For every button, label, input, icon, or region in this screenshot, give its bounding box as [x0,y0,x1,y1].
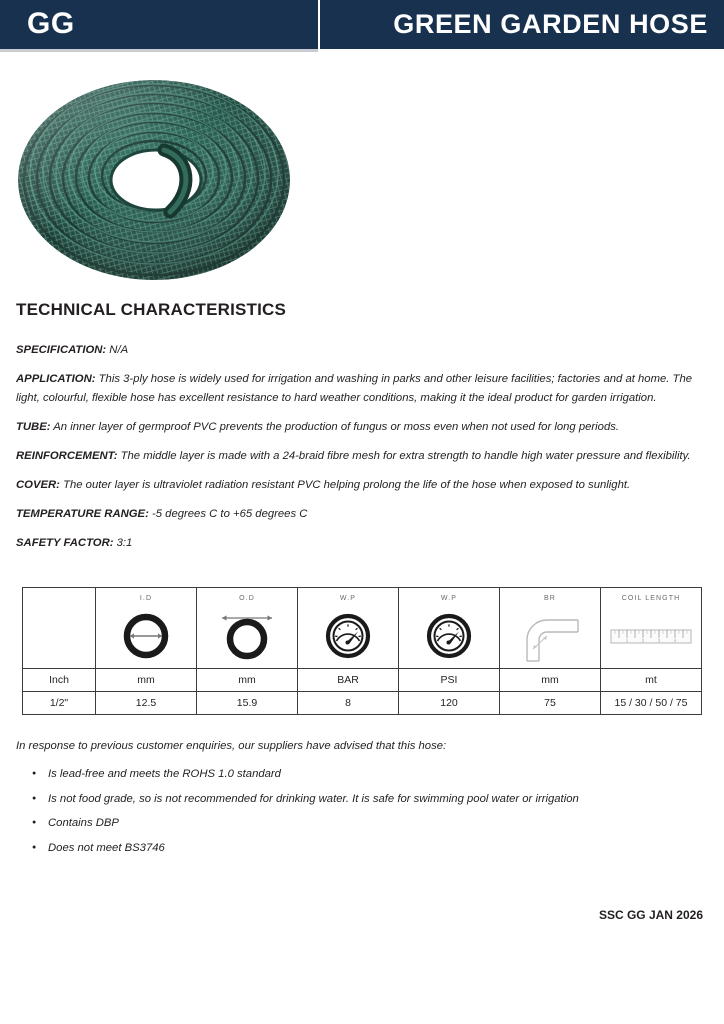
list-item: ● Contains DBP [30,811,690,836]
table-icon-row [23,588,702,669]
table-value-cell: 1/2" [23,692,96,715]
coiled-hose-illustration [14,62,294,284]
table-cell-working-pressure-bar [298,588,399,669]
table-unit-cell: Inch [23,669,96,692]
technical-specs-block [16,341,708,563]
header-underline [0,49,318,52]
document-reference: SSC GG JAN 2026 [598,908,703,922]
table-value-cell: 15.9 [197,692,298,715]
spec-paragraph [16,476,708,495]
spec-label: COVER: [16,478,60,491]
spec-text: N/A [106,344,129,356]
brand-logo: GG [27,7,75,40]
spec-text: The outer layer is ultraviolet radiation resistant PVC helping prolong the life of the hose when exposed to sunlight. [59,478,631,491]
table-unit-cell: mm [500,669,601,692]
table-value-cell: 8 [298,692,399,715]
bend-radius-icon [514,609,586,663]
svg-text:3: 3 [657,638,661,643]
spec-label: SPECIFICATION: [16,344,107,356]
spec-text: -5 degrees C to +65 degrees C [148,508,308,521]
table-cell-bend-radius [500,588,601,669]
table-cell-outer-diameter [197,588,298,669]
notes-intro: In response to previous customer enquiries, our suppliers have advised that this hose: [16,740,447,752]
icon-caption: W.P [339,595,357,602]
page-title: GREEN GARDEN HOSE [393,9,708,39]
specification-table [22,587,702,715]
list-item: ● Does not meet BS3746 [30,836,690,861]
table-value-cell: 12.5 [96,692,197,715]
spec-label: TEMPERATURE RANGE: [16,508,149,521]
table-cell-coil-length [601,588,702,669]
spec-paragraph [16,447,708,466]
table-unit-cell: mm [96,669,197,692]
section-heading: TECHNICAL CHARACTERISTICS [16,300,287,319]
table-row [23,692,702,715]
spec-paragraph [16,534,708,553]
header-divider [318,0,320,49]
spec-paragraph [16,505,708,524]
spec-text: The middle layer is made with a 24-braid fibre mesh for extra strength to handle high water pressure and flexibility. [117,449,691,462]
table-unit-cell: mm [197,669,298,692]
icon-caption: W.P [440,595,458,602]
icon-caption: O.D [239,595,255,602]
table-cell-blank [23,588,96,669]
icon-caption: BR [544,595,556,602]
spec-paragraph [16,418,708,437]
notes-list [30,762,690,860]
spec-label: APPLICATION: [16,373,96,386]
table-unit-cell: BAR [298,669,399,692]
table-unit-cell: PSI [399,669,500,692]
outer-diameter-icon [214,611,280,661]
list-item: ● Is not food grade, so is not recommended for drinking water. It is safe for swimming pool water or irrigation [30,787,690,812]
inner-diameter-icon [119,612,173,660]
svg-text:1: 1 [625,638,629,643]
spec-text: An inner layer of germproof PVC prevents the production of fungus or moss even when not used for long periods. [50,420,620,433]
svg-text:2: 2 [641,638,645,643]
spec-label: TUBE: [16,420,51,433]
spec-label: SAFETY FACTOR: [16,537,114,550]
list-item: ● Is lead-free and meets the ROHS 1.0 standard [30,762,690,787]
pressure-gauge-icon [423,612,475,660]
spec-text: This 3-ply hose is widely used for irrigation and washing in parks and other leisure facilities; factories and at home. The light, colourful, flexible hose has excellent resistance to hard weather conditions, making it the ideal product for garden irrigation. [16,373,693,404]
table-value-cell: 120 [399,692,500,715]
spec-paragraph [16,370,708,407]
table-unit-row [23,669,702,692]
svg-text:4: 4 [673,638,677,643]
spec-paragraph [16,341,708,360]
spec-text: 3:1 [113,537,133,550]
pressure-gauge-icon [322,612,374,660]
table-cell-working-pressure-psi [399,588,500,669]
spec-label: REINFORCEMENT: [16,449,118,462]
table-value-cell: 75 [500,692,601,715]
table-value-cell: 15 / 30 / 50 / 75 [601,692,702,715]
icon-caption: I.D [139,595,153,602]
table-cell-inner-diameter [96,588,197,669]
product-image [14,62,294,284]
icon-caption: COIL LENGTH [621,595,681,602]
table-unit-cell: mt [601,669,702,692]
ruler-icon [608,621,694,651]
